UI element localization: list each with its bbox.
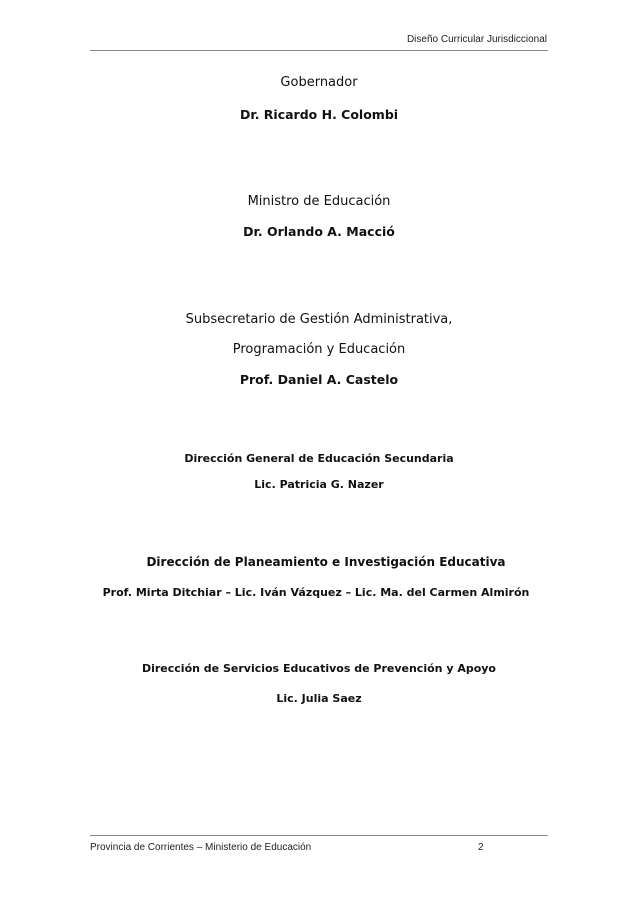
governor-title: Gobernador bbox=[280, 75, 358, 90]
services-title: Dirección de Servicios Educativos de Prevención y Apoyo bbox=[141, 662, 496, 675]
header-divider bbox=[90, 50, 548, 51]
secondary-education-name: Lic. Patricia G. Nazer bbox=[254, 478, 384, 491]
page-number: 2 bbox=[478, 842, 484, 853]
undersecretary-name: Prof. Daniel A. Castelo bbox=[239, 372, 399, 387]
footer-divider bbox=[90, 835, 548, 836]
planning-names: Prof. Mirta Ditchiar – Lic. Iván Vázquez – Lic. Ma. del Carmen Almirón bbox=[102, 586, 530, 599]
undersecretary-title-line1: Subsecretario de Gestión Administrativa, bbox=[185, 312, 453, 327]
governor-name: Dr. Ricardo H. Colombi bbox=[239, 107, 399, 122]
running-header: Diseño Curricular Jurisdiccional bbox=[406, 34, 547, 45]
secondary-education-title: Dirección General de Educación Secundaria bbox=[184, 452, 454, 465]
minister-title: Ministro de Educación bbox=[247, 194, 391, 209]
minister-name: Dr. Orlando A. Macció bbox=[243, 224, 395, 239]
footer-text: Provincia de Corrientes – Ministerio de Educación bbox=[90, 842, 312, 853]
undersecretary-title-line2: Programación y Educación bbox=[232, 342, 406, 357]
services-name: Lic. Julia Saez bbox=[276, 692, 362, 705]
planning-title: Dirección de Planeamiento e Investigación Educativa bbox=[146, 555, 506, 569]
